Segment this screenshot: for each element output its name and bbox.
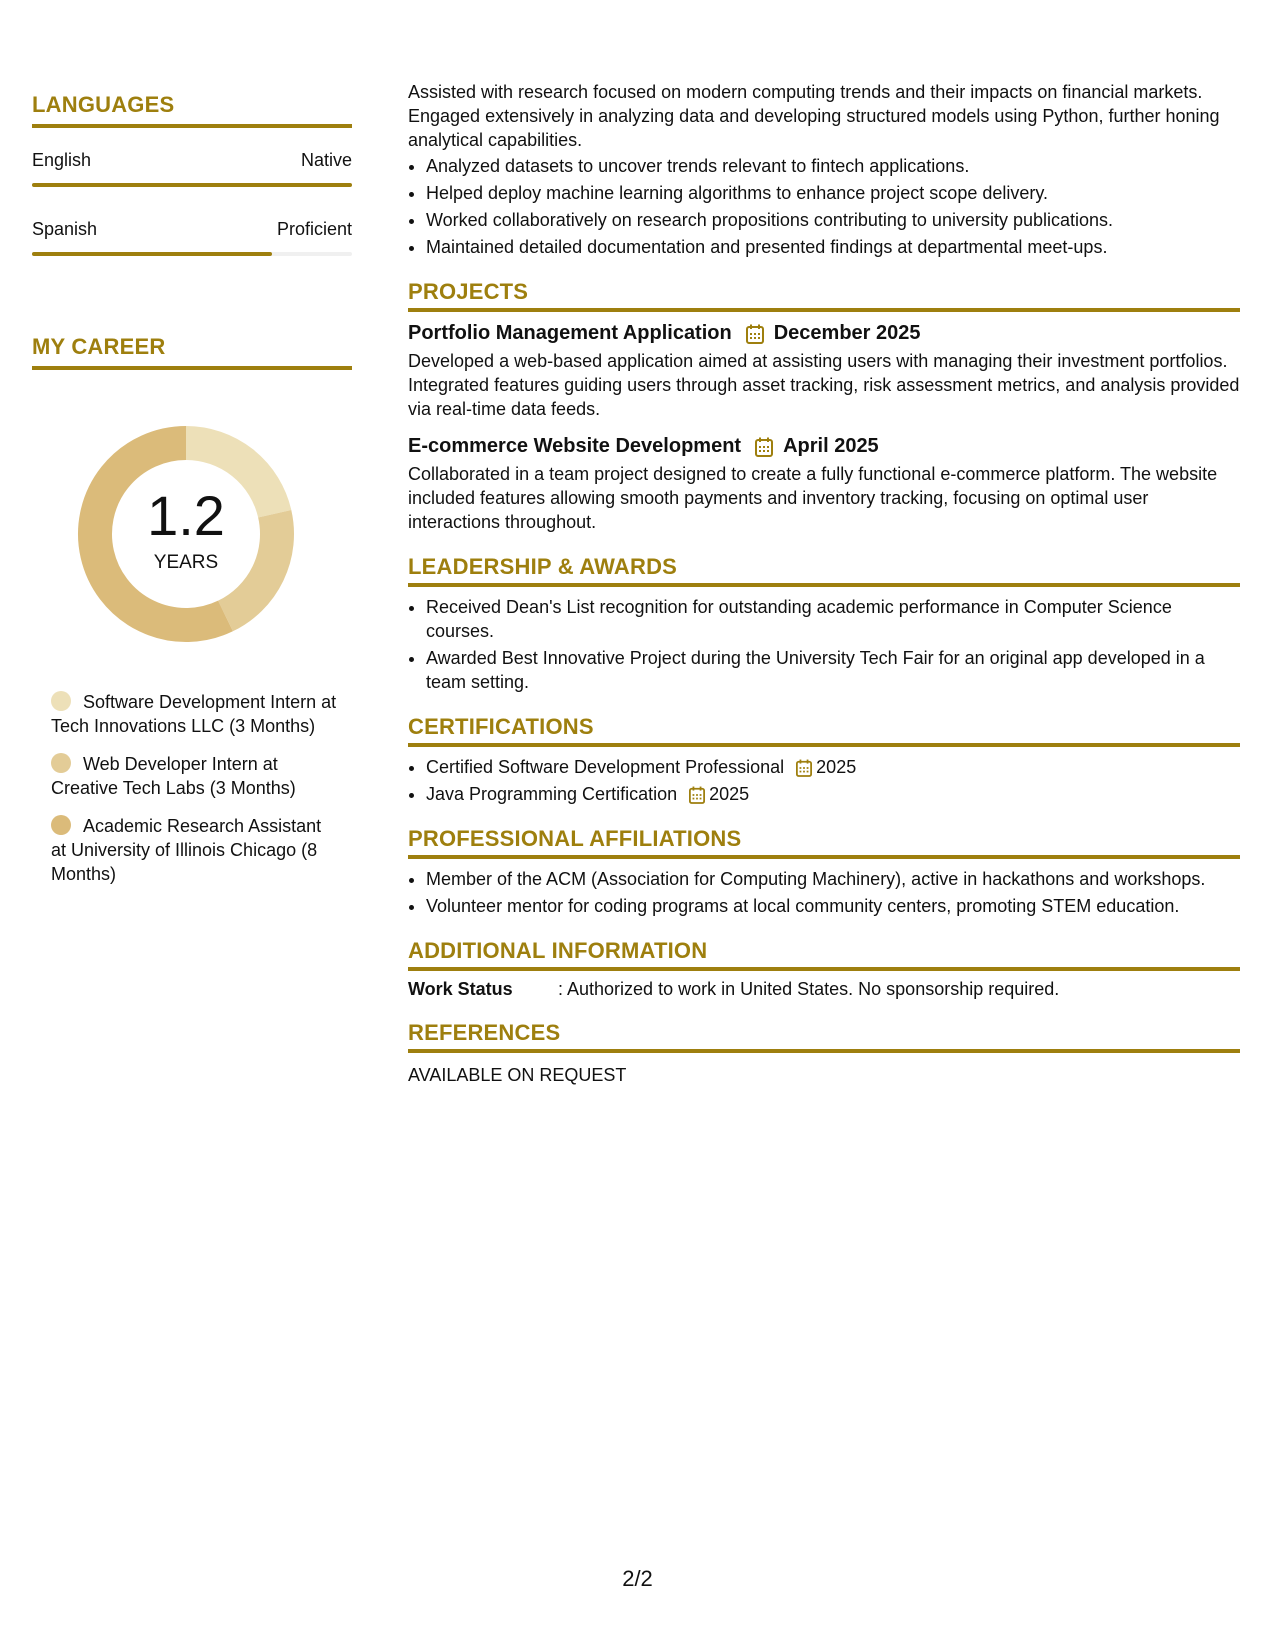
list-item: • Maintained detailed documentation and presented findings at departmental meet-ups.: [426, 235, 1240, 259]
left-column: [32, 92, 352, 900]
certifications-list: [408, 755, 1240, 806]
leadership-list: [408, 595, 1240, 694]
experience-description: Assisted with research focused on modern computing trends and their impacts on financial markets. Engaged extensively in analyzing data and developing structured models using Python, further honing analytical capabilities.: [408, 82, 1220, 150]
cert-name: Java Programming Certification: [426, 784, 678, 804]
list-item: [426, 755, 1240, 779]
cert-year: 2025: [816, 757, 857, 777]
career-years-unit: YEARS: [153, 552, 219, 573]
leadership-title: LEADERSHIP & AWARDS: [408, 554, 1240, 587]
calendar-icon: [796, 759, 812, 777]
language-level: Proficient: [276, 219, 352, 239]
project-name: E-commerce Website Development: [408, 435, 742, 457]
work-status-value: : Authorized to work in United States. No sponsorship required.: [558, 979, 1060, 999]
legend-dot: [51, 691, 71, 711]
cert-name: Certified Software Development Professional: [426, 757, 785, 777]
list-item: • Volunteer mentor for coding programs at local community centers, promoting STEM education.: [426, 894, 1240, 918]
right-column: [408, 80, 1240, 1087]
career-item: [51, 690, 341, 738]
legend-dot: [51, 815, 71, 835]
certifications-title: CERTIFICATIONS: [408, 714, 1240, 747]
work-status-key: Work Status: [408, 979, 513, 999]
list-item: • Analyzed datasets to uncover trends relevant to fintech applications.: [426, 154, 1240, 178]
list-item: • Helped deploy machine learning algorithms to enhance project scope delivery.: [426, 181, 1240, 205]
list-item: • Received Dean's List recognition for outstanding academic performance in Computer Science courses.: [426, 595, 1240, 643]
project-date: December 2025: [773, 322, 921, 344]
language-level-fill: [32, 252, 272, 256]
language-spanish: [32, 219, 352, 256]
language-name: Spanish: [32, 219, 98, 239]
affiliations-section: [408, 826, 1240, 918]
calendar-icon: [746, 324, 764, 344]
project-description: Developed a web-based application aimed at assisting users with managing their investment portfolios. Integrated features guiding users through asset tracking, risk assessment metrics, and analysis provided via real-time data feeds.: [408, 351, 1240, 419]
projects-title: PROJECTS: [408, 279, 1240, 312]
career-item-label: Web Developer Intern at Creative Tech Labs (3 Months): [51, 754, 296, 798]
language-level-bar: [32, 183, 352, 187]
career-item: [51, 814, 341, 886]
project-description: Collaborated in a team project designed to create a fully functional e-commerce platform. The website included features allowing smooth payments and inventory tracking, focusing on optimal user interactions throughout.: [408, 464, 1218, 532]
references-value: AVAILABLE ON REQUEST: [408, 1065, 627, 1085]
list-item: • Worked collaboratively on research propositions contributing to university publications.: [426, 208, 1240, 232]
experience-bullets: [408, 154, 1240, 259]
certifications-section: [408, 714, 1240, 806]
references-section: [408, 1020, 1240, 1087]
career-item-label: Academic Research Assistant at University of Illinois Chicago (8 Months): [51, 816, 322, 884]
career-legend: [32, 690, 352, 886]
project-date: April 2025: [783, 435, 879, 457]
additional-info-section: [408, 938, 1240, 1000]
language-level-fill: [32, 183, 352, 187]
legend-dot: [51, 753, 71, 773]
career-title: MY CAREER: [32, 334, 352, 370]
project-header: [408, 322, 1240, 345]
list-item: [426, 782, 1240, 806]
calendar-icon: [755, 437, 773, 457]
career-total-years: 1.2: [147, 484, 225, 547]
calendar-icon: [689, 786, 705, 804]
career-item-label: Software Development Intern at Tech Innovations LLC (3 Months): [51, 692, 337, 736]
additional-info-title: ADDITIONAL INFORMATION: [408, 938, 1240, 971]
language-english: [32, 150, 352, 187]
career-donut-chart: [66, 414, 306, 654]
project-header: [408, 435, 1240, 458]
list-item: • Awarded Best Innovative Project during the University Tech Fair for an original app developed in a team setting.: [426, 646, 1240, 694]
language-name: English: [32, 150, 92, 170]
affiliations-title: PROFESSIONAL AFFILIATIONS: [408, 826, 1240, 859]
language-level: Native: [300, 150, 352, 170]
project-name: Portfolio Management Application: [408, 322, 732, 344]
language-level-bar: [32, 252, 352, 256]
list-item: • Member of the ACM (Association for Computing Machinery), active in hackathons and workshops.: [426, 867, 1240, 891]
work-status-row: [408, 979, 1240, 1000]
references-title: REFERENCES: [408, 1020, 1240, 1053]
cert-year: 2025: [709, 784, 750, 804]
projects-section: [408, 279, 1240, 534]
leadership-section: [408, 554, 1240, 694]
languages-title: LANGUAGES: [32, 92, 352, 128]
page-number: 2/2: [622, 1566, 653, 1591]
career-item: [51, 752, 341, 800]
affiliations-list: [408, 867, 1240, 918]
